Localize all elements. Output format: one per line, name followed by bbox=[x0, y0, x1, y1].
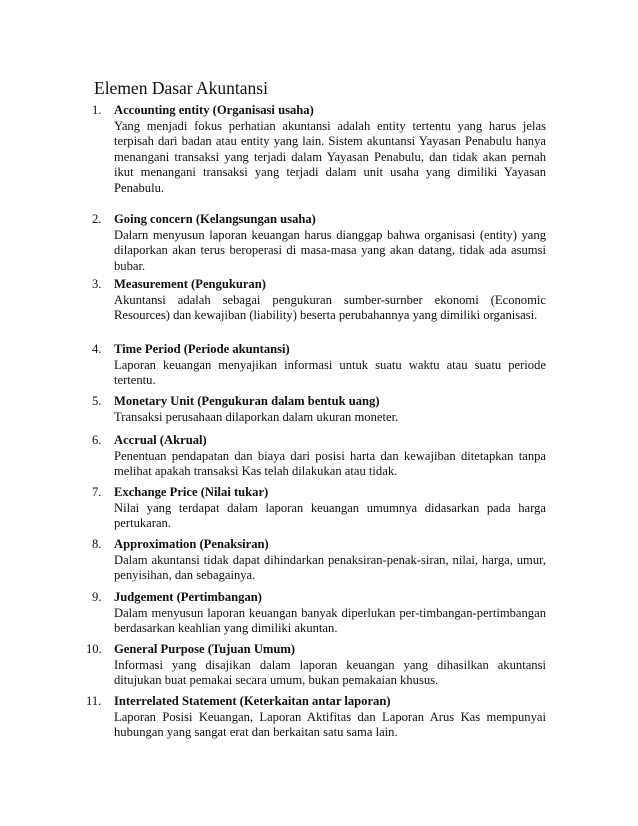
item-number: 5. bbox=[92, 394, 102, 408]
item-number: 11. bbox=[86, 694, 102, 708]
list-item-10 bbox=[86, 642, 546, 689]
list-item-3 bbox=[92, 277, 546, 324]
item-heading: Accounting entity (Organisasi usaha) bbox=[114, 103, 314, 117]
item-text: Informasi yang disajikan dalam laporan keuangan yang dihasilkan akuntansi ditujukan buat pemakai secara umum, bukan pemakaian khusus. bbox=[114, 657, 546, 688]
list-item-8 bbox=[92, 537, 546, 584]
list-item-4 bbox=[92, 342, 546, 389]
item-heading: Accrual (Akrual) bbox=[114, 433, 207, 447]
item-heading: Judgement (Pertimbangan) bbox=[114, 590, 262, 604]
item-text: Yang menjadi fokus perhatian akuntansi adalah entity tertentu yang harus jelas terpisah dari badan atau entity yang lain. Sistem akuntansi Yayasan Penabulu hanya menangani transaksi yang terjadi dalam Yayasan Penabulu, dan tidak akan pernah ikut menangani transaksi yang terjadi dalam unit usaha yang dimiliki Yayasan Penabulu. bbox=[114, 118, 546, 195]
item-text: Dalarn menyusun laporan keuangan harus dianggap bahwa organisasi (entity) yang dilaporkan akan terus beroperasi di masa-masa yang akan datang, tidak ada asumsi bubar. bbox=[114, 227, 546, 273]
item-text: Dalam menyusun laporan keuangan banyak diperlukan per-timbangan-pertimbangan berdasarkan keahlian yang dimiliki akuntan. bbox=[114, 605, 546, 636]
document-title: Elemen Dasar Akuntansi bbox=[94, 78, 268, 98]
item-number: 3. bbox=[92, 277, 102, 291]
item-text: Nilai yang terdapat dalam laporan keuangan umumnya didasarkan pada harga pertukaran. bbox=[114, 500, 546, 531]
list-item-2 bbox=[92, 212, 546, 274]
item-text: Dalam akuntansi tidak dapat dihindarkan penaksiran-penak-siran, nilai, harga, umur, penyisihan, dan sebagainya. bbox=[114, 552, 546, 583]
item-heading: Exchange Price (Nilai tukar) bbox=[114, 485, 269, 499]
item-text: Laporan keuangan menyajikan informasi untuk suatu waktu atau suatu periode tertentu. bbox=[114, 357, 546, 388]
item-heading: Going concern (Kelangsungan usaha) bbox=[114, 212, 316, 226]
item-heading: Time Period (Periode akuntansi) bbox=[114, 342, 290, 356]
item-heading: General Purpose (Tujuan Umum) bbox=[114, 642, 296, 656]
list-item-6 bbox=[92, 433, 546, 480]
item-heading: Approximation (Penaksiran) bbox=[114, 537, 269, 551]
item-number: 1. bbox=[92, 103, 102, 117]
item-heading: Interrelated Statement (Keterkaitan antar laporan) bbox=[114, 694, 391, 708]
item-text: Akuntansi adalah sebagai pengukuran sumber-surnber ekonomi (Economic Resources) dan kewajiban (liability) beserta perubahannya yang dimiliki organisasi. bbox=[114, 292, 546, 323]
item-number: 9. bbox=[92, 590, 102, 604]
item-number: 10. bbox=[86, 642, 102, 656]
list-item-5 bbox=[92, 394, 546, 425]
list-item-1 bbox=[92, 103, 546, 197]
list-item-9 bbox=[92, 590, 546, 637]
item-number: 7. bbox=[92, 485, 102, 499]
item-heading: Monetary Unit (Pengukuran dalam bentuk uang) bbox=[114, 394, 380, 408]
item-number: 6. bbox=[92, 433, 102, 447]
item-number: 8. bbox=[92, 537, 102, 551]
item-text: Penentuan pendapatan dan biaya dari posisi harta dan kewajiban ditetapkan tanpa melihat apakah transaksi Kas telah dilakukan atau tidak. bbox=[114, 448, 546, 479]
item-text: Transaksi perusahaan dilaporkan dalam ukuran moneter. bbox=[114, 409, 399, 424]
item-number: 4. bbox=[92, 342, 102, 356]
item-heading: Measurement (Pengukuran) bbox=[114, 277, 266, 291]
list-item-7 bbox=[92, 485, 546, 532]
list-item-11 bbox=[86, 694, 546, 741]
item-text: Laporan Posisi Keuangan, Laporan Aktifitas dan Laporan Arus Kas mempunyai hubungan yang sangat erat dan berkaitan satu sama lain. bbox=[114, 709, 546, 740]
item-number: 2. bbox=[92, 212, 102, 226]
